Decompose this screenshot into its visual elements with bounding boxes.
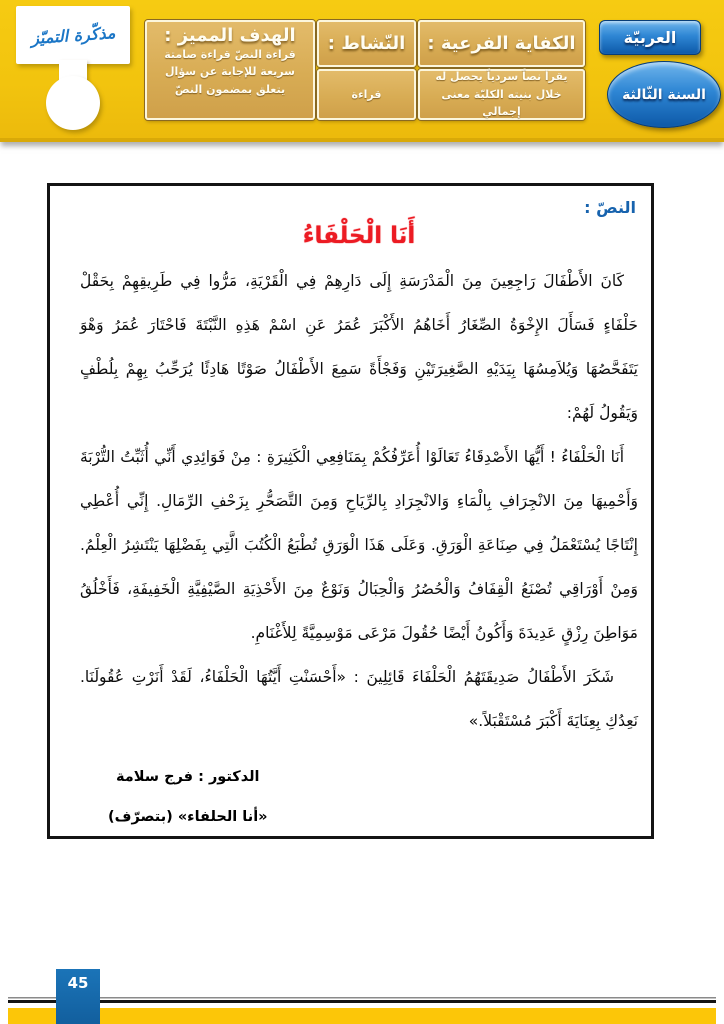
goal-title: الهدف المميز : [164,25,296,46]
header-band [0,0,724,142]
competency-header [418,20,585,67]
activity-value: قراءة [351,87,382,101]
footer-rule [8,997,716,1003]
author-credit [108,757,268,837]
story-paragraph-2: أَنَا الْحَلْفَاءُ ! أَيُّهَا الأَصْدِقَاءُ تَعَالَوْا أُعَرِّفُكُمْ بِمَنَافِعِي الْكَثِيرَةِ : مِنْ فَوَائِدِي أَنِّي أُثَبِّتُ التُّرْبَةَ وَأَحْمِيهَا مِنَ الانْجِرَافِ بِالْمَاءِ وَالانْجِرَادِ بِالرِّيَاحِ وَمِنَ التَّصَحُّرِ بِزَحْفِ الرِّمَالِ. إِنِّي أُعْطِي إِنْتَاجًا يُسْتَعْمَلُ فِي صِنَاعَةِ الْوَرَقِ. وَعَلَى هَذَا الْوَرَقِ تُطْبَعُ الْكُتُبَ الَّتِي بِفَضْلِهَا يَنْتَشِرُ الْعِلْمُ. وَمِنْ أَوْرَاقِي تُصْنَعُ الْقِفَافُ وَالْحُصُرُ وَالْحِبَالُ وَنَوْعٌ مِنَ الأَحْذِيَةِ الصَّيْفِيَّةِ الْخَفِيفَةِ، فَأَخْلُقُ مَوَاطِنَ رِزْقٍ عَدِيدَةَ وَأَكُونُ أَيْضًا حُقُولَ مَرْعَى مَوْسِمِيَّةً لِلأَغْنَامِ. [80,448,638,642]
grade-badge: السنة الثّالثة [607,61,721,128]
brand-label [16,6,130,64]
source-title: «أنا الحلفاء» (بتصرّف) [108,809,268,825]
brand-text: مذكّرة التميّز [30,22,116,48]
goal-box [145,20,315,120]
competency-value: يقرأ نصاً سردياً يحصل له خلال بنيته الكليّة معنى إجمالي [435,70,568,119]
footer-band [8,1008,716,1024]
page-number-badge: 45 [56,969,100,1024]
competency-title: الكفاية الفرعية : [427,32,576,54]
brand-tag-ball [46,76,100,130]
activity-header [317,20,416,67]
story-paragraph-3: شَكَرَ الأَطْفَالُ صَدِيقَتَهُمُ الْحَلْفَاءَ قَائِلِينَ : «أَحْسَنْتِ أَيَّتُهَا الْحَلْفَاءُ، لَقَدْ أَنَرْتِ عُقُولَنَا. نَعِدُكِ بِعِنَايَةَ أَكْبَرَ مُسْتَقْبَلاً.» [80,668,638,730]
story-title: أَنَا الْحَلْفَاءُ [302,223,416,249]
activity-value-box [317,69,416,120]
goal-body: قراءة النصّ قراءة صامتة سريعة للإجابة عن سؤال يتعلق بمضمون النصّ [164,47,296,96]
text-frame [47,183,654,839]
subject-badge: العربيّة [599,20,701,55]
competency-value-box [418,69,585,120]
text-label: النصّ : [584,198,636,217]
author-name: الدكتور : فرج سلامة [116,769,260,785]
story-paragraph-1: كَانَ الأَطْفَالَ رَاجِعِينَ مِنَ الْمَدْرَسَةِ إِلَى دَارِهِمْ فِي الْقَرْيَةِ، مَرُّوا فِي طَرِيقِهِمْ بِحَقْلْ حَلْفَاءٍ فَسَأَلَ الإِخْوَةُ الصِّغَارُ أَخَاهُمُ الأَكْبَرَ عُمَرُ عَنِ اسْمْ هَذِهِ النَّبْتَةَ فَاحْتَارَ عُمَرُ وَهْوَ يَتَفَحَّصُهَا وَيُلاَمِسُهَا بِيَدَيْهِ الصَّغِيرَتَيْنِ وَفَجْأَةً سَمِعَ الأَطْفَالُ صَوْتًا هَادِئًا يُرَحِّبُ بِهِمْ بِلُطْفٍ وَيَقُولُ لَهُمْ: [80,272,638,422]
activity-title: النّشاط : [327,32,406,54]
